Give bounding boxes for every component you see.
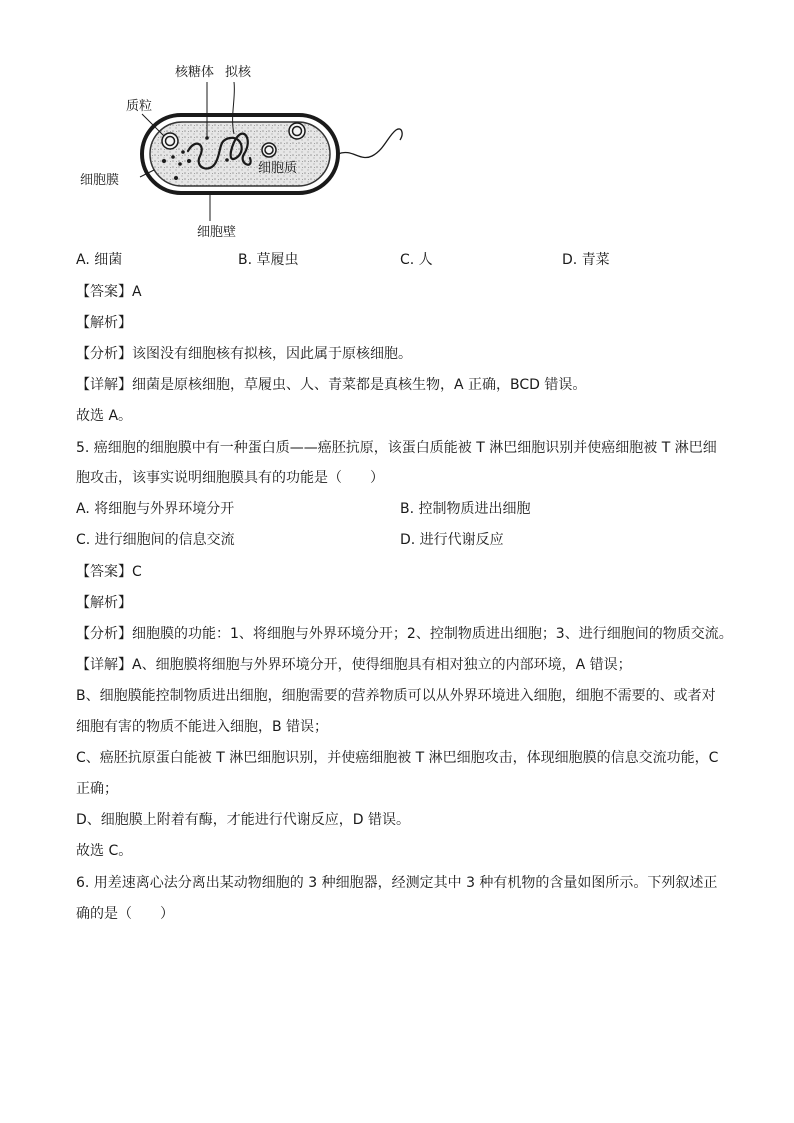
q5-analysis-title: 【解析】 <box>76 595 132 611</box>
q5-conclusion: 故选 C。 <box>76 843 133 859</box>
q4-detail: 【详解】细菌是原核细胞，草履虫、人、青菜都是真核生物，A 正确，BCD 错误。 <box>76 377 587 393</box>
q5-stem-line-1: 5. 癌细胞的细胞膜中有一种蛋白质——癌胚抗原，该蛋白质能被 T 淋巴细胞识别并使癌细胞被 T 淋巴细 <box>76 440 717 456</box>
q5-option-c: C. 进行细胞间的信息交流 <box>76 532 235 548</box>
q5-stem-line-2: 胞攻击，该事实说明细胞膜具有的功能是（ ） <box>76 470 384 486</box>
q5-detail-c-line-2: 正确； <box>76 781 118 797</box>
q5-detail-d: D、细胞膜上附着有酶，才能进行代谢反应，D 错误。 <box>76 812 411 828</box>
q5-answer: 【答案】C <box>76 564 142 580</box>
q5-detail-b-line-2: 细胞有害的物质不能进入细胞，B 错误； <box>76 719 329 735</box>
q6-stem-line-2: 确的是（ ） <box>76 906 174 922</box>
q5-detail-b-line-1: B、细胞膜能控制物质进出细胞，细胞需要的营养物质可以从外界环境进入细胞，细胞不需要的、或者对 <box>76 688 716 704</box>
q4-analysis-title: 【解析】 <box>76 315 132 331</box>
q4-answer: 【答案】A <box>76 284 142 300</box>
flagellum <box>338 129 402 158</box>
q6-stem-line-1: 6. 用差速离心法分离出某动物细胞的 3 种细胞器，经测定其中 3 种有机物的含量如图所示。下列叙述正 <box>76 875 718 891</box>
q5-analysis: 【分析】细胞膜的功能：1、将细胞与外界环境分开；2、控制物质进出细胞；3、进行细胞间的物质交流。 <box>76 626 733 642</box>
ribosome-label: 核糖体 <box>175 65 215 80</box>
q4-option-b: B. 草履虫 <box>238 252 299 268</box>
bacterium-diagram <box>70 58 420 243</box>
q5-detail-a: 【详解】A、细胞膜将细胞与外界环境分开，使得细胞具有相对独立的内部环境，A 错误； <box>76 657 632 673</box>
q5-option-a: A. 将细胞与外界环境分开 <box>76 501 235 517</box>
q5-detail-c-line-1: C、癌胚抗原蛋白能被 T 淋巴细胞识别，并使癌细胞被 T 淋巴细胞攻击，体现细胞膜的信息交流功能，C <box>76 750 719 766</box>
membrane-label: 细胞膜 <box>80 173 120 188</box>
plasmid-label: 质粒 <box>126 99 153 114</box>
q5-option-d: D. 进行代谢反应 <box>400 532 504 548</box>
nucleoid-label: 拟核 <box>225 65 252 80</box>
q4-conclusion: 故选 A。 <box>76 408 133 424</box>
q4-option-c: C. 人 <box>400 252 433 268</box>
q4-analysis: 【分析】该图没有细胞核有拟核，因此属于原核细胞。 <box>76 346 412 362</box>
q5-option-b: B. 控制物质进出细胞 <box>400 501 531 517</box>
wall-label: 细胞壁 <box>197 225 237 240</box>
q4-option-d: D. 青菜 <box>562 252 610 268</box>
cytoplasm-label: 细胞质 <box>258 161 298 176</box>
q4-option-a: A. 细菌 <box>76 252 123 268</box>
